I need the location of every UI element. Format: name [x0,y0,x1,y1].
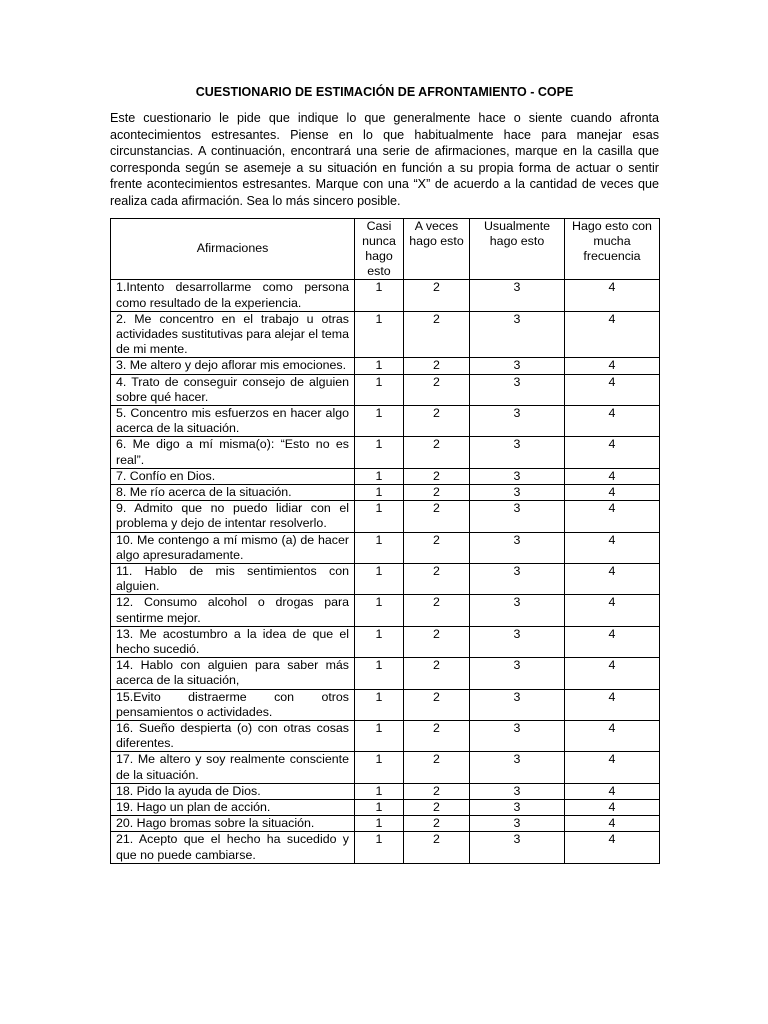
rating-cell-3[interactable]: 3 [470,358,565,374]
table-row [111,406,660,437]
statement-cell: 13. Me acostumbro a la idea de que el hecho sucedió. [111,626,355,657]
table-row [111,311,660,358]
rating-cell-3[interactable]: 3 [470,468,565,484]
statement-cell: 18. Pido la ayuda de Dios. [111,783,355,799]
rating-cell-2[interactable]: 2 [404,783,470,799]
rating-cell-4[interactable]: 4 [565,564,660,595]
rating-cell-1[interactable]: 1 [355,311,404,358]
header-mucha-frecuencia: Hago esto con mucha frecuencia [565,218,660,280]
table-row [111,358,660,374]
table-row [111,501,660,532]
statement-cell: 11. Hablo de mis sentimientos con alguien. [111,564,355,595]
table-row [111,595,660,626]
table-row [111,564,660,595]
rating-cell-2[interactable]: 2 [404,658,470,689]
rating-cell-2[interactable]: 2 [404,374,470,405]
rating-cell-1[interactable]: 1 [355,658,404,689]
table-row [111,468,660,484]
rating-cell-1[interactable]: 1 [355,532,404,563]
rating-cell-2[interactable]: 2 [404,406,470,437]
table-row [111,485,660,501]
document-title: CUESTIONARIO DE ESTIMACIÓN DE AFRONTAMIENTO - COPE [195,85,574,99]
rating-cell-2[interactable]: 2 [404,626,470,657]
rating-cell-1[interactable]: 1 [355,374,404,405]
rating-cell-1[interactable]: 1 [355,406,404,437]
rating-cell-1[interactable]: 1 [355,564,404,595]
statement-cell: 16. Sueño despierta (o) con otras cosas diferentes. [111,721,355,752]
table-row [111,689,660,720]
table-row [111,658,660,689]
rating-cell-1[interactable]: 1 [355,437,404,468]
rating-cell-2[interactable]: 2 [404,721,470,752]
table-body [111,280,660,864]
rating-cell-2[interactable]: 2 [404,532,470,563]
rating-cell-2[interactable]: 2 [404,595,470,626]
statement-cell: 6. Me digo a mí misma(o): “Esto no es real”. [111,437,355,468]
rating-cell-3[interactable]: 3 [470,532,565,563]
rating-cell-3[interactable]: 3 [470,816,565,832]
rating-cell-4[interactable]: 4 [565,595,660,626]
rating-cell-4[interactable]: 4 [565,816,660,832]
statement-cell: 2. Me concentro en el trabajo u otras actividades sustitutivas para alejar el tema de mi mente. [111,311,355,358]
rating-cell-3[interactable]: 3 [470,832,565,863]
table-row [111,626,660,657]
statement-cell: 8. Me río acerca de la situación. [111,485,355,501]
rating-cell-4[interactable]: 4 [565,783,660,799]
rating-cell-4[interactable]: 4 [565,532,660,563]
rating-cell-1[interactable]: 1 [355,280,404,311]
rating-cell-4[interactable]: 4 [565,437,660,468]
rating-cell-3[interactable]: 3 [470,437,565,468]
statement-cell: 15.Evito distraerme con otros pensamientos o actividades. [111,689,355,720]
rating-cell-2[interactable]: 2 [404,752,470,783]
rating-cell-4[interactable]: 4 [565,311,660,358]
statement-cell: 14. Hablo con alguien para saber más acerca de la situación, [111,658,355,689]
rating-cell-1[interactable]: 1 [355,800,404,816]
rating-cell-1[interactable]: 1 [355,816,404,832]
rating-cell-2[interactable]: 2 [404,501,470,532]
rating-cell-4[interactable]: 4 [565,485,660,501]
table-row [111,437,660,468]
statement-cell: 21. Acepto que el hecho ha sucedido y que no puede cambiarse. [111,832,355,863]
rating-cell-1[interactable]: 1 [355,501,404,532]
header-casi-nunca: Casi nunca hago esto [355,218,404,280]
statement-cell: 1.Intento desarrollarme como persona como resultado de la experiencia. [111,280,355,311]
rating-cell-2[interactable]: 2 [404,816,470,832]
header-afirmaciones: Afirmaciones [111,218,355,280]
rating-cell-1[interactable]: 1 [355,595,404,626]
statement-cell: 7. Confío en Dios. [111,468,355,484]
rating-cell-2[interactable]: 2 [404,437,470,468]
statement-cell: 3. Me altero y dejo aflorar mis emociones. [111,358,355,374]
table-row [111,374,660,405]
rating-cell-3[interactable]: 3 [470,485,565,501]
rating-cell-3[interactable]: 3 [470,311,565,358]
table-row [111,280,660,311]
rating-cell-2[interactable]: 2 [404,832,470,863]
rating-cell-3[interactable]: 3 [470,564,565,595]
rating-cell-3[interactable]: 3 [470,689,565,720]
header-a-veces: A veces hago esto [404,218,470,280]
table-row [111,752,660,783]
rating-cell-4[interactable]: 4 [565,626,660,657]
rating-cell-1[interactable]: 1 [355,626,404,657]
table-row [111,721,660,752]
rating-cell-2[interactable]: 2 [404,564,470,595]
rating-cell-4[interactable]: 4 [565,658,660,689]
rating-cell-2[interactable]: 2 [404,311,470,358]
rating-cell-4[interactable]: 4 [565,374,660,405]
table-row [111,800,660,816]
statement-cell: 4. Trato de conseguir consejo de alguien sobre qué hacer. [111,374,355,405]
rating-cell-4[interactable]: 4 [565,721,660,752]
rating-cell-4[interactable]: 4 [565,832,660,863]
statement-cell: 5. Concentro mis esfuerzos en hacer algo acerca de la situación. [111,406,355,437]
rating-cell-1[interactable]: 1 [355,783,404,799]
rating-cell-4[interactable]: 4 [565,468,660,484]
rating-cell-2[interactable]: 2 [404,280,470,311]
rating-cell-4[interactable]: 4 [565,800,660,816]
rating-cell-1[interactable]: 1 [355,721,404,752]
rating-cell-1[interactable]: 1 [355,752,404,783]
statement-cell: 17. Me altero y soy realmente consciente de la situación. [111,752,355,783]
rating-cell-1[interactable]: 1 [355,832,404,863]
rating-cell-3[interactable]: 3 [470,595,565,626]
rating-cell-3[interactable]: 3 [470,752,565,783]
statement-cell: 19. Hago un plan de acción. [111,800,355,816]
statement-cell: 20. Hago bromas sobre la situación. [111,816,355,832]
rating-cell-4[interactable]: 4 [565,689,660,720]
rating-cell-3[interactable]: 3 [470,406,565,437]
rating-cell-3[interactable]: 3 [470,626,565,657]
rating-cell-2[interactable]: 2 [404,689,470,720]
rating-cell-1[interactable]: 1 [355,689,404,720]
rating-cell-4[interactable]: 4 [565,358,660,374]
cope-questionnaire-table [110,218,660,864]
statement-cell: 9. Admito que no puedo lidiar con el problema y dejo de intentar resolverlo. [111,501,355,532]
rating-cell-3[interactable]: 3 [470,721,565,752]
rating-cell-1[interactable]: 1 [355,485,404,501]
header-usualmente: Usualmente hago esto [470,218,565,280]
rating-cell-3[interactable]: 3 [470,800,565,816]
rating-cell-1[interactable]: 1 [355,358,404,374]
rating-cell-3[interactable]: 3 [470,501,565,532]
table-row [111,532,660,563]
rating-cell-4[interactable]: 4 [565,752,660,783]
rating-cell-4[interactable]: 4 [565,501,660,532]
rating-cell-3[interactable]: 3 [470,658,565,689]
table-row [111,816,660,832]
rating-cell-2[interactable]: 2 [404,800,470,816]
rating-cell-1[interactable]: 1 [355,468,404,484]
rating-cell-2[interactable]: 2 [404,358,470,374]
statement-cell: 12. Consumo alcohol o drogas para sentirme mejor. [111,595,355,626]
rating-cell-2[interactable]: 2 [404,485,470,501]
table-row [111,832,660,863]
table-row [111,783,660,799]
instructions-paragraph: Este cuestionario le pide que indique lo que generalmente hace o siente cuando afronta acontecimientos estresantes. Piense en lo que habitualmente hace para manejar esas circunstancias. A continuación, encontrará una serie de afirmaciones, marque en la casilla que corresponda según se asemeje a su situación en función a su propia forma de actuar o sentir frente acontecimientos estresantes. Marque con una “X” de acuerdo a la cantidad de veces que realiza cada afirmación. Sea lo más sincero posible. [110,111,659,208]
document-page [110,84,659,864]
rating-cell-4[interactable]: 4 [565,406,660,437]
rating-cell-3[interactable]: 3 [470,280,565,311]
rating-cell-3[interactable]: 3 [470,783,565,799]
rating-cell-3[interactable]: 3 [470,374,565,405]
table-header-row [111,218,660,280]
rating-cell-4[interactable]: 4 [565,280,660,311]
rating-cell-2[interactable]: 2 [404,468,470,484]
statement-cell: 10. Me contengo a mí mismo (a) de hacer algo apresuradamente. [111,532,355,563]
